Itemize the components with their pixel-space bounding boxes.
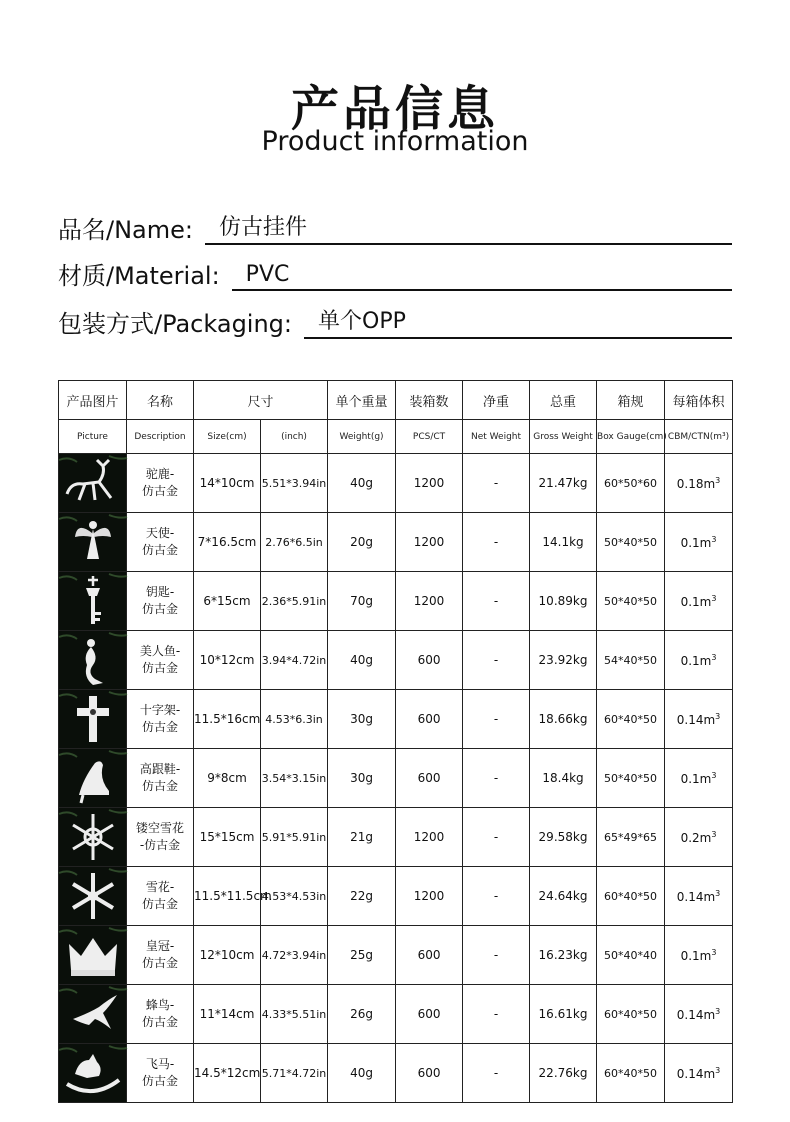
info-packaging-row [58, 304, 732, 339]
hummingbird-icon [59, 985, 127, 1043]
packaging-value: 单个OPP [304, 304, 732, 339]
gross-weight: 10.89kg [530, 572, 597, 631]
product-name-line2: 仿古金 [141, 543, 178, 557]
table-row [59, 690, 733, 749]
cbm-exponent: 3 [715, 1065, 721, 1075]
material-value: PVC [232, 262, 732, 291]
product-picture [59, 572, 127, 631]
subheader-box: Box Gauge(cm) [597, 420, 665, 454]
product-name-line1: 驼鹿- [145, 467, 175, 481]
product-name-line1: 雪花- [145, 880, 175, 894]
table-row [59, 454, 733, 513]
cbm-exponent: 3 [711, 947, 717, 957]
product-name [127, 985, 194, 1044]
cbm-exponent: 3 [715, 1006, 721, 1016]
product-name-line1: 高跟鞋- [139, 762, 181, 776]
pcs-per-carton: 600 [396, 749, 463, 808]
size-inch: 5.71*4.72in [261, 1044, 328, 1103]
product-name [127, 749, 194, 808]
box-gauge: 50*40*40 [597, 926, 665, 985]
cbm-exponent: 3 [715, 475, 721, 485]
product-name-line2: 仿古金 [141, 661, 178, 675]
net-weight: - [463, 690, 530, 749]
product-name-line2: 仿古金 [141, 779, 178, 793]
product-name-line1: 镂空雪花 [135, 821, 184, 835]
pcs-per-carton: 600 [396, 631, 463, 690]
unit-weight: 70g [328, 572, 396, 631]
table-row [59, 808, 733, 867]
product-name [127, 1044, 194, 1103]
gross-weight: 22.76kg [530, 1044, 597, 1103]
unit-weight: 20g [328, 513, 396, 572]
size-cm: 11.5*16cm [194, 690, 261, 749]
subheader-size-inch: (inch) [261, 420, 328, 454]
name-value: 仿古挂件 [205, 210, 732, 245]
product-name-line1: 蜂鸟- [145, 998, 175, 1012]
name-label: 品名/Name: [58, 216, 193, 244]
carton-volume [665, 985, 733, 1044]
net-weight: - [463, 749, 530, 808]
product-table [58, 380, 733, 1103]
gross-weight: 29.58kg [530, 808, 597, 867]
header-box: 箱规 [597, 381, 665, 420]
product-name [127, 690, 194, 749]
size-inch: 2.36*5.91in [261, 572, 328, 631]
gross-weight: 14.1kg [530, 513, 597, 572]
box-gauge: 60*40*50 [597, 867, 665, 926]
product-picture [59, 926, 127, 985]
product-picture [59, 690, 127, 749]
cross-icon [59, 690, 127, 748]
product-picture [59, 867, 127, 926]
product-picture [59, 808, 127, 867]
size-cm: 6*15cm [194, 572, 261, 631]
carton-volume [665, 572, 733, 631]
size-cm: 14.5*12cm [194, 1044, 261, 1103]
crown-icon [59, 926, 127, 984]
carton-volume [665, 690, 733, 749]
subheader-weight: Weight(g) [328, 420, 396, 454]
pcs-per-carton: 600 [396, 690, 463, 749]
product-name-line2: 仿古金 [141, 720, 178, 734]
product-name [127, 572, 194, 631]
size-inch: 5.91*5.91in [261, 808, 328, 867]
net-weight: - [463, 454, 530, 513]
size-inch: 4.33*5.51in [261, 985, 328, 1044]
header-cbm: 每箱体积 [665, 381, 733, 420]
box-gauge: 60*40*50 [597, 985, 665, 1044]
cbm-exponent: 3 [715, 888, 721, 898]
net-weight: - [463, 631, 530, 690]
net-weight: - [463, 572, 530, 631]
page-title: 产品信息 [290, 81, 499, 137]
header-name: 名称 [127, 381, 194, 420]
cbm-value: 0.1m [680, 948, 712, 963]
unit-weight: 40g [328, 1044, 396, 1103]
rocking-horse-icon [59, 1044, 127, 1102]
size-cm: 15*15cm [194, 808, 261, 867]
gross-weight: 24.64kg [530, 867, 597, 926]
product-name-line2: 仿古金 [141, 1074, 178, 1088]
cbm-value: 0.18m [676, 476, 716, 491]
product-picture [59, 985, 127, 1044]
size-cm: 11*14cm [194, 985, 261, 1044]
box-gauge: 50*40*50 [597, 513, 665, 572]
subheader-pcs: PCS/CT [396, 420, 463, 454]
box-gauge: 60*40*50 [597, 1044, 665, 1103]
size-cm: 10*12cm [194, 631, 261, 690]
header-net: 净重 [463, 381, 530, 420]
cbm-exponent: 3 [711, 829, 717, 839]
subheader-description: Description [127, 420, 194, 454]
carton-volume [665, 926, 733, 985]
packaging-label: 包装方式/Packaging: [58, 310, 292, 338]
unit-weight: 26g [328, 985, 396, 1044]
product-picture [59, 1044, 127, 1103]
lace-snowflake-icon [59, 808, 127, 866]
size-cm: 11.5*11.5cm [194, 867, 261, 926]
product-name [127, 867, 194, 926]
product-name-line1: 飞马- [145, 1057, 175, 1071]
header-size: 尺寸 [194, 381, 328, 420]
header-gross: 总重 [530, 381, 597, 420]
product-name [127, 454, 194, 513]
unit-weight: 30g [328, 749, 396, 808]
size-inch: 4.53*6.3in [261, 690, 328, 749]
product-name [127, 926, 194, 985]
cbm-value: 0.14m [676, 712, 716, 727]
gross-weight: 21.47kg [530, 454, 597, 513]
pcs-per-carton: 600 [396, 1044, 463, 1103]
cbm-value: 0.1m [680, 594, 712, 609]
product-name-line1: 钥匙- [145, 585, 175, 599]
table-row [59, 513, 733, 572]
net-weight: - [463, 513, 530, 572]
cbm-value: 0.1m [680, 535, 712, 550]
product-name-line1: 十字架- [139, 703, 181, 717]
subheader-cbm: CBM/CTN(m³) [665, 420, 733, 454]
product-picture [59, 454, 127, 513]
cbm-exponent: 3 [715, 711, 721, 721]
unit-weight: 25g [328, 926, 396, 985]
pcs-per-carton: 1200 [396, 808, 463, 867]
product-picture [59, 749, 127, 808]
table-row [59, 867, 733, 926]
product-name-line2: -仿古金 [139, 838, 181, 852]
snowflake-icon [59, 867, 127, 925]
table-row [59, 572, 733, 631]
pcs-per-carton: 600 [396, 985, 463, 1044]
info-name-row [58, 210, 732, 245]
page-subtitle: Product information [261, 126, 529, 157]
cbm-value: 0.1m [680, 771, 712, 786]
table-row [59, 926, 733, 985]
gross-weight: 16.23kg [530, 926, 597, 985]
size-cm: 12*10cm [194, 926, 261, 985]
product-name-line1: 皇冠- [145, 939, 175, 953]
pcs-per-carton: 1200 [396, 513, 463, 572]
size-inch: 4.53*4.53in [261, 867, 328, 926]
unit-weight: 40g [328, 454, 396, 513]
cbm-exponent: 3 [711, 534, 717, 544]
subheader-net: Net Weight [463, 420, 530, 454]
net-weight: - [463, 867, 530, 926]
cbm-exponent: 3 [711, 652, 717, 662]
cbm-value: 0.2m [680, 830, 712, 845]
product-name-line2: 仿古金 [141, 484, 178, 498]
box-gauge: 65*49*65 [597, 808, 665, 867]
cbm-value: 0.14m [676, 1007, 716, 1022]
size-inch: 3.94*4.72in [261, 631, 328, 690]
table-row [59, 749, 733, 808]
carton-volume [665, 454, 733, 513]
size-cm: 7*16.5cm [194, 513, 261, 572]
box-gauge: 60*50*60 [597, 454, 665, 513]
product-name [127, 631, 194, 690]
box-gauge: 60*40*50 [597, 690, 665, 749]
product-name-line2: 仿古金 [141, 1015, 178, 1029]
reindeer-icon [59, 454, 127, 512]
carton-volume [665, 808, 733, 867]
gross-weight: 18.66kg [530, 690, 597, 749]
header-pcs: 装箱数 [396, 381, 463, 420]
table-row [59, 631, 733, 690]
key-icon [59, 572, 127, 630]
pcs-per-carton: 600 [396, 926, 463, 985]
cbm-exponent: 3 [711, 770, 717, 780]
product-picture [59, 631, 127, 690]
product-name-line1: 天使- [145, 526, 175, 540]
carton-volume [665, 513, 733, 572]
gross-weight: 18.4kg [530, 749, 597, 808]
high-heel-icon [59, 749, 127, 807]
product-name-line2: 仿古金 [141, 897, 178, 911]
cbm-value: 0.14m [676, 889, 716, 904]
subheader-size-cm: Size(cm) [194, 420, 261, 454]
product-name [127, 513, 194, 572]
unit-weight: 22g [328, 867, 396, 926]
unit-weight: 21g [328, 808, 396, 867]
cbm-exponent: 3 [711, 593, 717, 603]
product-name [127, 808, 194, 867]
product-name-line2: 仿古金 [141, 602, 178, 616]
angel-icon [59, 513, 127, 571]
size-inch: 4.72*3.94in [261, 926, 328, 985]
box-gauge: 50*40*50 [597, 749, 665, 808]
subheader-gross: Gross Weight [530, 420, 597, 454]
net-weight: - [463, 926, 530, 985]
product-name-line2: 仿古金 [141, 956, 178, 970]
pcs-per-carton: 1200 [396, 867, 463, 926]
carton-volume [665, 1044, 733, 1103]
unit-weight: 30g [328, 690, 396, 749]
size-inch: 3.54*3.15in [261, 749, 328, 808]
product-name-line1: 美人鱼- [139, 644, 181, 658]
pcs-per-carton: 1200 [396, 572, 463, 631]
gross-weight: 23.92kg [530, 631, 597, 690]
header-weight: 单个重量 [328, 381, 396, 420]
carton-volume [665, 749, 733, 808]
size-cm: 14*10cm [194, 454, 261, 513]
cbm-value: 0.1m [680, 653, 712, 668]
cbm-value: 0.14m [676, 1066, 716, 1081]
box-gauge: 50*40*50 [597, 572, 665, 631]
table-row [59, 985, 733, 1044]
table-row [59, 1044, 733, 1103]
carton-volume [665, 867, 733, 926]
net-weight: - [463, 808, 530, 867]
header-picture: 产品图片 [59, 381, 127, 420]
net-weight: - [463, 985, 530, 1044]
subheader-picture: Picture [59, 420, 127, 454]
unit-weight: 40g [328, 631, 396, 690]
info-material-row [58, 256, 732, 291]
size-cm: 9*8cm [194, 749, 261, 808]
box-gauge: 54*40*50 [597, 631, 665, 690]
carton-volume [665, 631, 733, 690]
material-label: 材质/Material: [58, 262, 220, 290]
mermaid-icon [59, 631, 127, 689]
net-weight: - [463, 1044, 530, 1103]
size-inch: 2.76*6.5in [261, 513, 328, 572]
gross-weight: 16.61kg [530, 985, 597, 1044]
pcs-per-carton: 1200 [396, 454, 463, 513]
product-picture [59, 513, 127, 572]
size-inch: 5.51*3.94in [261, 454, 328, 513]
